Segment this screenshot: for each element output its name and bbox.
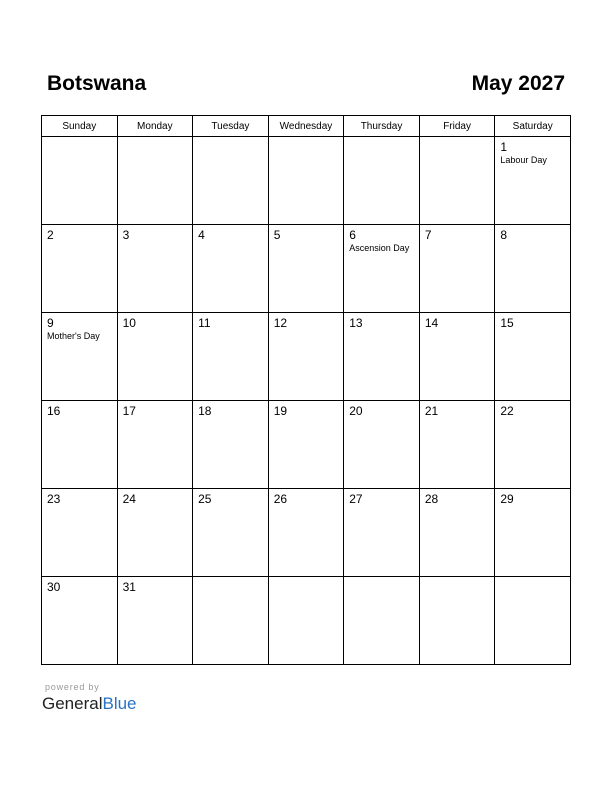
day-number: 31 [122, 580, 136, 594]
week-row [42, 225, 571, 313]
brand-general-text: General [42, 694, 103, 713]
weekday-header: Monday [117, 116, 193, 137]
day-number: 27 [349, 492, 363, 506]
brand-blue-text: Blue [102, 694, 137, 713]
month-year-title: May 2027 [471, 72, 565, 95]
holiday-label: Ascension Day [349, 243, 410, 253]
day-cell [193, 489, 269, 577]
weekday-header: Tuesday [193, 116, 269, 137]
day-number: 28 [424, 492, 439, 506]
day-cell [268, 313, 344, 401]
day-cell [344, 489, 420, 577]
day-number: 10 [122, 316, 136, 330]
day-number: 3 [122, 228, 130, 242]
day-cell [495, 489, 571, 577]
day-cell [268, 225, 344, 313]
day-cell [117, 225, 193, 313]
day-number: 25 [198, 492, 212, 506]
day-number: 30 [47, 580, 61, 594]
day-cell [42, 313, 118, 401]
day-number: 29 [500, 492, 514, 506]
day-cell [117, 137, 193, 225]
week-row [42, 577, 571, 665]
day-cell [419, 313, 495, 401]
day-cell [193, 313, 269, 401]
day-number: 1 [500, 140, 508, 154]
day-number: 6 [349, 228, 356, 242]
day-cell [344, 577, 420, 665]
day-cell [193, 401, 269, 489]
day-number: 18 [198, 404, 212, 418]
week-row [42, 137, 571, 225]
day-cell [193, 225, 269, 313]
day-cell [495, 577, 571, 665]
day-cell [344, 313, 420, 401]
day-number: 8 [500, 228, 508, 242]
day-cell [42, 401, 118, 489]
holiday-label: Mother's Day [47, 331, 100, 341]
day-cell [344, 401, 420, 489]
day-number: 13 [349, 316, 363, 330]
day-number: 21 [424, 404, 439, 418]
day-cell [117, 313, 193, 401]
powered-by-label: powered by [45, 682, 100, 692]
day-cell [268, 489, 344, 577]
calendar-grid [41, 115, 571, 665]
day-cell [117, 401, 193, 489]
day-cell [495, 225, 571, 313]
day-number: 9 [47, 316, 54, 330]
day-cell [42, 577, 118, 665]
day-cell [42, 225, 118, 313]
day-cell [268, 577, 344, 665]
day-cell [495, 313, 571, 401]
day-cell [42, 489, 118, 577]
country-title: Botswana [47, 72, 147, 95]
day-number: 15 [500, 316, 514, 330]
day-cell [495, 137, 571, 225]
holiday-label: Labour Day [500, 155, 547, 165]
weekday-header-row [42, 116, 571, 137]
day-number: 5 [273, 228, 281, 242]
day-cell [268, 401, 344, 489]
day-cell [117, 577, 193, 665]
day-number: 22 [500, 404, 514, 418]
day-number: 19 [273, 404, 288, 418]
week-row [42, 489, 571, 577]
brand-logo[interactable] [42, 694, 137, 714]
weekday-header: Sunday [42, 116, 118, 137]
day-cell [268, 137, 344, 225]
day-cell [193, 137, 269, 225]
week-row [42, 401, 571, 489]
week-row [42, 313, 571, 401]
day-number: 7 [424, 228, 432, 242]
day-number: 20 [349, 404, 363, 418]
day-number: 2 [47, 228, 54, 242]
weekday-header: Thursday [344, 116, 420, 137]
day-cell [344, 225, 420, 313]
weekday-header: Saturday [495, 116, 571, 137]
day-cell [419, 401, 495, 489]
day-cell [42, 137, 118, 225]
day-cell [344, 137, 420, 225]
day-number: 16 [47, 404, 61, 418]
day-number: 24 [122, 492, 136, 506]
day-cell [419, 225, 495, 313]
day-number: 12 [273, 316, 288, 330]
day-cell [419, 137, 495, 225]
day-cell [419, 489, 495, 577]
day-number: 23 [47, 492, 61, 506]
day-cell [193, 577, 269, 665]
day-number: 26 [273, 492, 288, 506]
day-number: 14 [424, 316, 439, 330]
day-cell [495, 401, 571, 489]
weekday-header: Friday [419, 116, 495, 137]
day-cell [419, 577, 495, 665]
day-number: 17 [122, 404, 136, 418]
day-number: 11 [198, 316, 211, 330]
day-cell [117, 489, 193, 577]
weekday-header: Wednesday [268, 116, 344, 137]
day-number: 4 [198, 228, 205, 242]
